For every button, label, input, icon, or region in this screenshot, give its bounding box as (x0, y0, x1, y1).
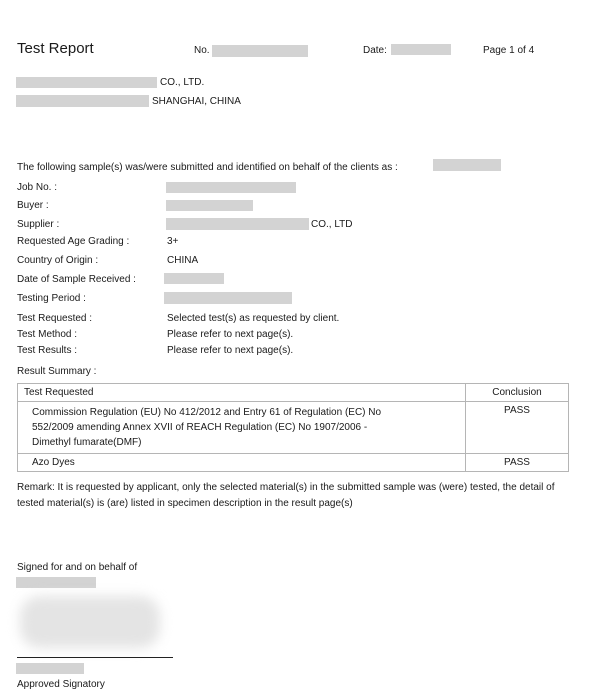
redacted-supplier (166, 218, 309, 230)
page-indicator: Page 1 of 4 (483, 45, 535, 56)
redacted-company-name (16, 77, 157, 88)
redacted-signer-company (16, 577, 96, 588)
table-row (18, 402, 569, 454)
report-number-label: No. (194, 45, 210, 56)
job-no-label: Job No. : (17, 182, 58, 193)
test-description-line: Commission Regulation (EU) No 412/2012 and Entry 61 of Regulation (EC) No (32, 407, 382, 418)
report-title: Test Report (17, 40, 94, 57)
col-header-test-requested: Test Requested (18, 384, 466, 402)
age-grading-value: 3+ (167, 236, 179, 247)
signed-for-label: Signed for and on behalf of (17, 562, 138, 573)
redacted-date-received (164, 273, 224, 284)
test-description-line: 552/2009 amending Annex XVII of REACH Regulation (EC) No 1907/2006 - (32, 422, 368, 433)
redacted-signatory-name (16, 663, 84, 674)
conclusion-cell: PASS (466, 454, 569, 472)
test-results-value: Please refer to next page(s). (167, 345, 294, 356)
buyer-label: Buyer : (17, 200, 49, 211)
redacted-company-address (16, 95, 149, 107)
report-date-label: Date: (363, 45, 387, 56)
age-grading-label: Requested Age Grading : (17, 236, 130, 247)
test-requested-value: Selected test(s) as requested by client. (167, 313, 340, 324)
test-requested-label: Test Requested : (17, 313, 93, 324)
supplier-suffix: CO., LTD (311, 219, 353, 230)
test-description-line: Dimethyl fumarate(DMF) (32, 437, 142, 448)
approved-signatory-label: Approved Signatory (17, 679, 105, 690)
signature-line (17, 657, 173, 658)
table-row (18, 454, 569, 472)
redacted-job-no (166, 182, 296, 193)
date-received-label: Date of Sample Received : (17, 274, 136, 285)
col-header-conclusion: Conclusion (466, 384, 569, 402)
blurred-signature-image (20, 596, 160, 648)
remark-text: Remark: It is requested by applicant, only the selected material(s) in the submitted sample was (were) tested, the detail of tested material(s) is (are) listed in specimen description in the result page(s) (17, 482, 555, 509)
country-of-origin-label: Country of Origin : (17, 255, 99, 266)
supplier-label: Supplier : (17, 219, 60, 230)
redacted-buyer (166, 200, 253, 211)
result-summary-heading: Result Summary : (17, 366, 97, 377)
test-results-label: Test Results : (17, 345, 78, 356)
testing-period-label: Testing Period : (17, 293, 86, 304)
intro-statement: The following sample(s) was/were submitted and identified on behalf of the clients as : (17, 162, 398, 173)
table-header-row (18, 384, 569, 402)
test-description-cell (18, 402, 466, 454)
test-method-value: Please refer to next page(s). (167, 329, 294, 340)
company-suffix: CO., LTD. (160, 77, 205, 88)
redacted-report-number (212, 45, 308, 57)
redacted-report-date (391, 44, 451, 55)
company-city: SHANGHAI, CHINA (152, 96, 241, 107)
conclusion-cell: PASS (466, 402, 569, 454)
redacted-client-name (433, 159, 501, 171)
redacted-testing-period (164, 292, 292, 304)
test-description-cell: Azo Dyes (18, 454, 466, 472)
country-of-origin-value: CHINA (167, 255, 199, 266)
test-method-label: Test Method : (17, 329, 78, 340)
result-summary-table (17, 383, 569, 472)
